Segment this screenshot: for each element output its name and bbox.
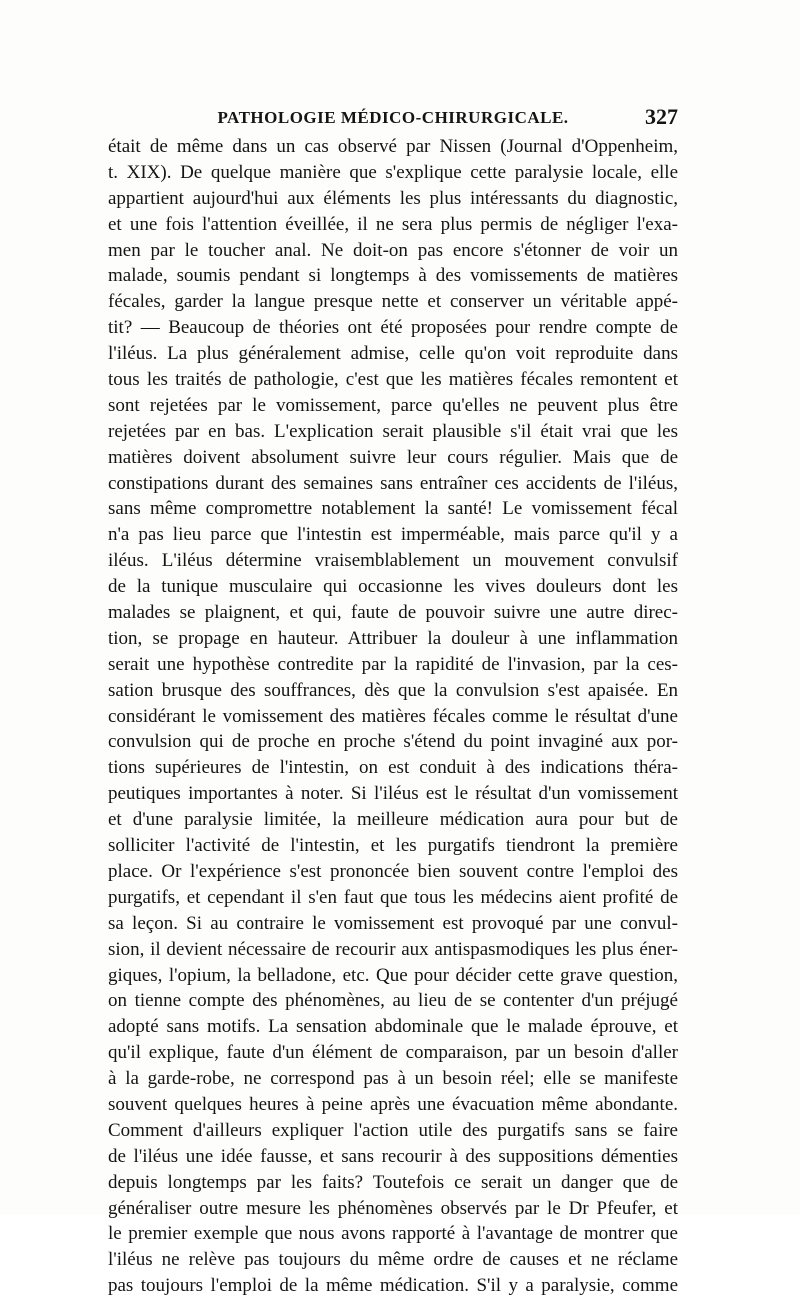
text-line: était de même dans un cas observé par Nissen (Journal d'Oppenheim,: [108, 136, 678, 157]
text-line: serait une hypothèse contredite par la rapidité de l'invasion, par la ces-: [108, 653, 678, 675]
text-line: tous les traités de pathologie, c'est que les matières fécales remontent et: [108, 369, 678, 391]
text-line: depuis longtemps par les faits? Toutefois ce serait un danger que de: [108, 1171, 678, 1193]
text-line: l'iléus. La plus généralement admise, celle qu'on voit reproduite dans: [108, 343, 678, 365]
text-line: convulsion qui de proche en proche s'étend du point invaginé aux por-: [108, 731, 678, 753]
text-line: de l'iléus une idée fausse, et sans recourir à des suppositions démenties: [108, 1145, 678, 1167]
text-line: Comment d'ailleurs expliquer l'action utile des purgatifs sans se faire: [108, 1119, 678, 1141]
text-line: constipations durant des semaines sans entraîner ces accidents de l'iléus,: [108, 472, 678, 494]
text-line: à la garde-robe, ne correspond pas à un besoin réel; elle se manifeste: [108, 1068, 678, 1090]
text-line: malade, soumis pendant si longtemps à des vomissements de matières: [108, 265, 678, 287]
text-line: malades se plaignent, et qui, faute de pouvoir suivre une autre direc-: [108, 602, 678, 624]
text-line: iléus. L'iléus détermine vraisemblablement un mouvement convulsif: [108, 550, 678, 572]
text-line: solliciter l'activité de l'intestin, et les purgatifs tiendront la première: [108, 835, 678, 857]
text-line: men par le toucher anal. Ne doit-on pas encore s'étonner de voir un: [108, 239, 678, 261]
running-head: [108, 104, 678, 132]
text-line: on tienne compte des phénomènes, au lieu de se contenter d'un préjugé: [108, 990, 678, 1012]
text-line: qu'il explique, faute d'un élément de comparaison, par un besoin d'aller: [108, 1042, 678, 1064]
text-line: généraliser outre mesure les phénomènes observés par le Dr Pfeufer, et: [108, 1197, 678, 1219]
text-line: sans même compromettre notablement la santé! Le vomissement fécal: [108, 498, 678, 520]
text-line: et d'une paralysie limitée, la meilleure médication aura pour but de: [108, 809, 678, 831]
text-line: peutiques importantes à noter. Si l'iléus est le résultat d'un vomissement: [108, 783, 678, 805]
text-line: l'iléus ne relève pas toujours du même ordre de causes et ne réclame: [108, 1249, 678, 1271]
text-line: de la tunique musculaire qui occasionne les vives douleurs dont les: [108, 576, 678, 598]
text-line: n'a pas lieu parce que l'intestin est imperméable, mais parce qu'il y a: [108, 524, 678, 546]
text-line: souvent quelques heures à peine après une évacuation même abondante.: [108, 1093, 678, 1115]
text-line: purgatifs, et cependant il s'en faut que tous les médecins aient profité de: [108, 886, 678, 908]
text-line: rejetées par en bas. L'explication serait plausible s'il était vrai que les: [108, 420, 678, 442]
running-title: PATHOLOGIE MÉDICO-CHIRURGICALE.: [217, 108, 569, 127]
text-line: matières doivent absolument suivre leur cours régulier. Mais que de: [108, 446, 678, 468]
text-line: et une fois l'attention éveillée, il ne sera plus permis de négliger l'exa-: [108, 213, 678, 235]
text-line: giques, l'opium, la belladone, etc. Que pour décider cette grave question,: [108, 964, 678, 986]
text-line: place. Or l'expérience s'est prononcée bien souvent contre l'emploi des: [108, 860, 678, 882]
text-line: appartient aujourd'hui aux éléments les plus intéressants du diagnostic,: [108, 187, 678, 209]
text-line: adopté sans motifs. La sensation abdominale que le malade éprouve, et: [108, 1016, 678, 1038]
text-line: sation brusque des souffrances, dès que la convulsion s'est apaisée. En: [108, 679, 678, 701]
page-number: 327: [645, 104, 678, 129]
text-line: fécales, garder la langue presque nette et conserver un véritable appé-: [108, 291, 678, 313]
text-line: t. XIX). De quelque manière que s'explique cette paralysie locale, elle: [108, 161, 678, 183]
body-text: [108, 134, 678, 1299]
text-line: considérant le vomissement des matières fécales comme le résultat d'une: [108, 705, 678, 727]
text-line: tion, se propage en hauteur. Attribuer la douleur à une inflammation: [108, 627, 678, 649]
text-line: le premier exemple que nous avons rapporté à l'avantage de montrer que: [108, 1223, 678, 1245]
text-line: sa leçon. Si au contraire le vomissement est provoqué par une convul-: [108, 912, 678, 934]
text-line: sion, il devient nécessaire de recourir aux antispasmodiques les plus éner-: [108, 938, 678, 960]
text-line: tions supérieures de l'intestin, on est conduit à des indications théra-: [108, 757, 678, 779]
text-line: pas toujours l'emploi de la même médication. S'il y a paralysie, comme: [108, 1275, 678, 1297]
text-line: sont rejetées par le vomissement, parce qu'elles ne peuvent plus être: [108, 394, 678, 416]
text-line: tit? — Beaucoup de théories ont été proposées pour rendre compte de: [108, 317, 678, 339]
